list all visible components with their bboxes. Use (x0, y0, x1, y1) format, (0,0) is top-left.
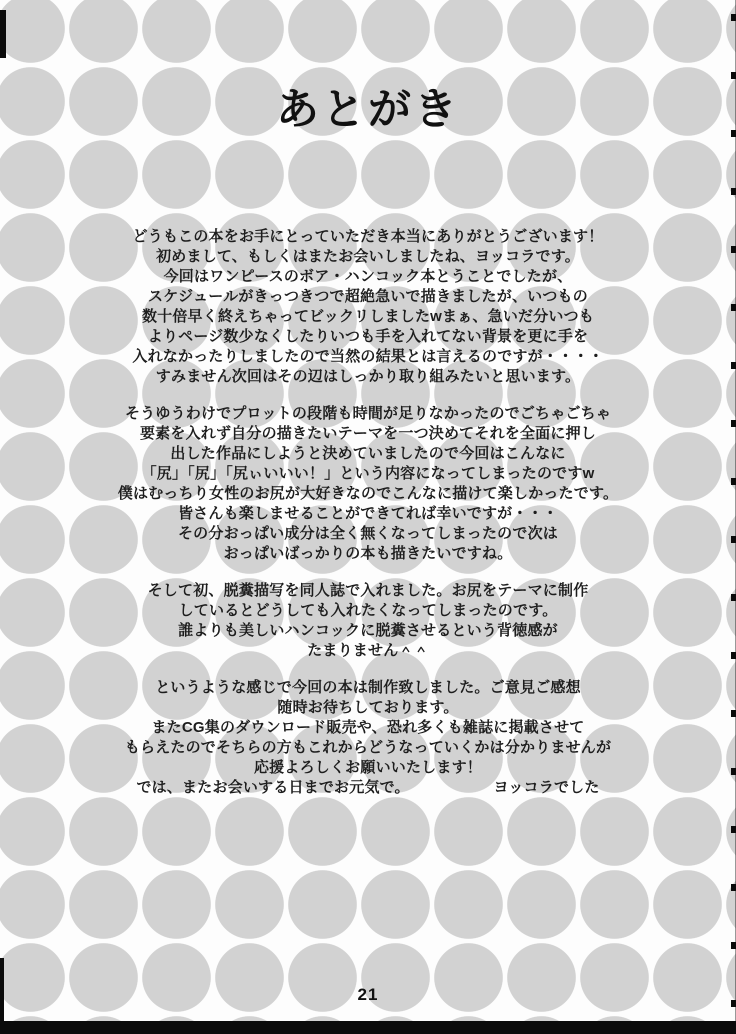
scan-mark-bottom-bar (0, 1021, 736, 1034)
text-line: スケジュールがきっつきつで超絶急いで描きましたが、いつもの (148, 288, 588, 305)
text-line: 数十倍早く終えちゃってビックリしましたwまぁ、急いだ分いつも (141, 308, 595, 325)
scan-mark-top-left (0, 10, 6, 58)
text-line: しているとどうしても入れたくなってしまったのです。 (178, 602, 558, 619)
text-line: 皆さんも楽しませることができてれば幸いですが・・・ (177, 505, 558, 522)
text-line: おっぱいばっかりの本も描きたいですね。 (223, 545, 513, 562)
text-line: すみません次回はその辺はしっかり取り組みたいと思います。 (155, 368, 581, 385)
text-line: 入れなかったりしましたので当然の結果とは言えるのですが・・・・ (132, 348, 604, 365)
text-line: 応援よろしくお願いいたします！ (253, 759, 482, 776)
text-line: 「尻」「尻」「尻ぃいいい！」という内容になってしまったのですw (141, 465, 595, 482)
text-line: もらえたのでそちらの方もこれからどうなっていくかは分かりませんが (124, 739, 612, 756)
paragraph-closing (0, 678, 736, 798)
paragraph-theme (0, 404, 736, 564)
paragraph-thanks (0, 227, 736, 387)
text-line: たまりません＾＾ (307, 642, 429, 659)
page-number: 21 (357, 985, 379, 1004)
page-title: あとがき (276, 86, 460, 134)
text-line: 誰よりも美しいハンコックに脱糞させるという背徳感が (178, 622, 558, 639)
text-line: 随時お待ちしております。 (277, 699, 459, 716)
text-line: 今回はワンピースのボア・ハンコック本とうことでしたが、 (163, 268, 573, 285)
text-line: よりページ数少なくしたりいつも手を入れてない背景を更に手を (147, 328, 589, 345)
text-line: 僕はむっちり女性のお尻が大好きなのでこんなに描けて楽しかったです。 (117, 485, 619, 502)
text-line: というような感じで今回の本は制作致しました。ご意見ご感想 (155, 679, 581, 696)
text-line: その分おっぱい成分は全く無くなってしまったので次は (177, 525, 558, 542)
text-line: そうゆうわけでプロットの段階も時間が足りなかったのでごちゃごちゃ (124, 405, 612, 422)
text-line: 出した作品にしようと決めていましたので今回はこんなに (170, 445, 566, 462)
afterword-text (0, 227, 736, 798)
paragraph-first-time (0, 581, 736, 661)
text-line: 要素を入れず自分の描きたいテーマを一つ決めてそれを全面に押し (139, 425, 596, 442)
text-line: どうもこの本をお手にとっていただき本当にありがとうございます！ (132, 228, 604, 245)
text-line: そして初、脱糞描写を同人誌で入れました。お尻をテーマに制作 (147, 582, 589, 599)
text-line: では、またお会いする日までお元気で。 ヨッコラでした (136, 779, 600, 796)
text-line: 初めまして、もしくはまたお会いしましたね、ヨッコラです。 (156, 248, 580, 265)
text-line: またCG集のダウンロード販売や、恐れ多くも雑誌に掲載させて (151, 719, 585, 736)
